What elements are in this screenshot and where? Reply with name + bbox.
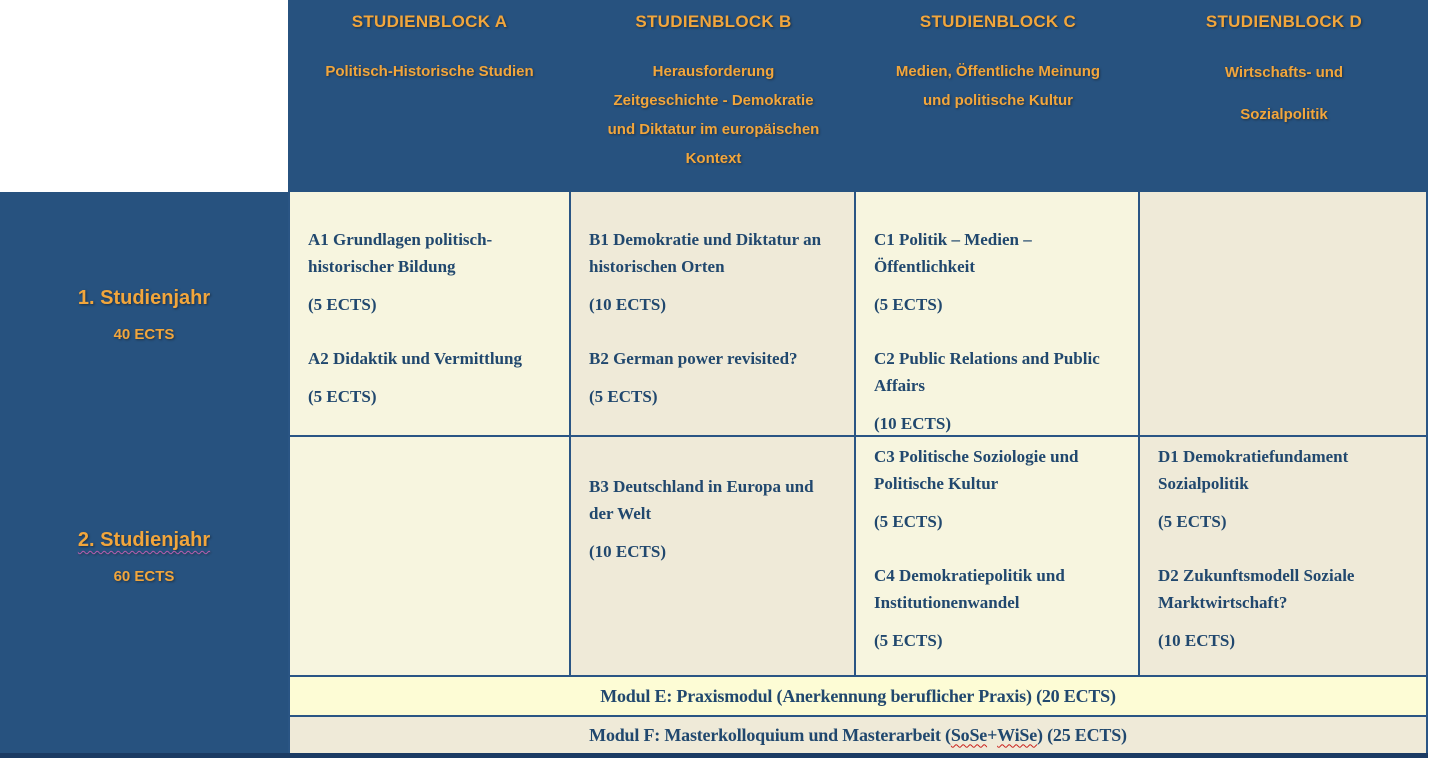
module-title: C2 Public Relations and Public Affairs <box>874 349 1100 395</box>
module-ects: (10 ECTS) <box>589 542 666 561</box>
module-title: C3 Politische Soziologie und Politische Kultur <box>874 447 1079 493</box>
cell-a-year1 <box>288 192 571 437</box>
module-ects: (10 ECTS) <box>589 295 666 314</box>
header-block-a <box>288 0 571 192</box>
module-b1 <box>589 226 840 318</box>
modul-e-row <box>288 677 1428 717</box>
module-title: D2 Zukunftsmodell Soziale Marktwirtschaft? <box>1158 566 1355 612</box>
module-ects: (5 ECTS) <box>874 512 943 531</box>
cell-c-year2 <box>856 437 1140 677</box>
modul-f-text-mid: + <box>987 724 998 745</box>
modul-f-sose: SoSe <box>950 724 988 745</box>
bottom-border-bar <box>0 753 1428 758</box>
cell-d-year1-empty <box>1140 192 1428 437</box>
header-subtitle-line: und politische Kultur <box>923 92 1073 109</box>
studienjahr-1-ects: 40 ECTS <box>113 325 175 343</box>
header-title-b: STUDIENBLOCK B <box>635 12 792 31</box>
header-subtitle-line: und Diktatur im europäischen <box>607 121 820 138</box>
header-title-c: STUDIENBLOCK C <box>919 12 1077 31</box>
module-ects: (5 ECTS) <box>874 631 943 650</box>
module-c3 <box>874 443 1124 535</box>
module-title: B2 German power revisited? <box>589 349 798 368</box>
module-ects: (10 ECTS) <box>1158 631 1235 650</box>
module-ects: (10 ECTS) <box>874 414 951 433</box>
module-title: B3 Deutschland in Europa und der Welt <box>589 477 814 523</box>
header-subtitle-line: Zeitgeschichte - Demokratie <box>613 92 814 109</box>
module-c4 <box>874 562 1124 654</box>
studienjahr-1-label: 1. Studienjahr <box>77 286 211 309</box>
module-b3 <box>589 473 840 565</box>
header-subtitle-line: Herausforderung <box>652 63 775 80</box>
cell-b-year2 <box>571 437 856 677</box>
header-subtitle-b <box>571 57 856 173</box>
module-title: A2 Didaktik und Vermittlung <box>308 349 522 368</box>
cell-a-year2-empty <box>288 437 571 677</box>
modul-f-wise: WiSe <box>997 724 1038 745</box>
studienjahr-1-cell <box>0 192 288 437</box>
header-subtitle-line: Kontext <box>685 150 742 167</box>
header-subtitle-line: Sozialpolitik <box>1240 106 1328 123</box>
header-subtitle-c <box>856 57 1140 115</box>
module-d1 <box>1158 443 1412 535</box>
module-ects: (5 ECTS) <box>874 295 943 314</box>
studienjahr-2-label: 2. Studienjahr <box>77 529 211 551</box>
module-ects: (5 ECTS) <box>308 387 377 406</box>
studienblock-header-row <box>288 0 1428 192</box>
module-c1 <box>874 226 1124 318</box>
header-block-d <box>1140 0 1428 192</box>
header-title-d: STUDIENBLOCK D <box>1205 12 1363 31</box>
modul-e-text: Modul E: Praxismodul (Anerkennung beruflicher Praxis) (20 ECTS) <box>600 685 1116 706</box>
header-subtitle-d <box>1140 52 1428 136</box>
grid-row-year2 <box>288 437 1428 677</box>
modul-f-text-pre: Modul F: Masterkolloquium und Masterarbeit ( <box>589 724 951 745</box>
header-block-c <box>856 0 1140 192</box>
cell-d-year2 <box>1140 437 1428 677</box>
module-ects: (5 ECTS) <box>1158 512 1227 531</box>
module-c2 <box>874 345 1124 437</box>
module-ects: (5 ECTS) <box>589 387 658 406</box>
module-b2 <box>589 345 840 410</box>
header-subtitle-line: Politisch-Historische Studien <box>325 63 534 80</box>
studienjahr-2-ects: 60 ECTS <box>113 568 175 585</box>
module-d2 <box>1158 562 1412 654</box>
module-a2 <box>308 345 555 410</box>
module-grid <box>288 192 1428 753</box>
cell-c-year1 <box>856 192 1140 437</box>
studienjahr-sidebar <box>0 192 288 753</box>
header-subtitle-line: Medien, Öffentliche Meinung <box>895 63 1101 80</box>
header-block-b <box>571 0 856 192</box>
modul-f-row <box>288 717 1428 753</box>
module-title: A1 Grundlagen politisch-historischer Bildung <box>308 230 493 276</box>
studienjahr-2-cell <box>0 437 288 677</box>
grid-row-year1 <box>288 192 1428 437</box>
module-title: B1 Demokratie und Diktatur an historischen Orten <box>589 230 822 276</box>
header-subtitle-line: Wirtschafts- und <box>1224 64 1344 81</box>
module-title: D1 Demokratiefundament Sozialpolitik <box>1158 447 1349 493</box>
header-subtitle-a <box>288 57 571 86</box>
cell-b-year1 <box>571 192 856 437</box>
module-title: C4 Demokratiepolitik und Institutionenwandel <box>874 566 1065 612</box>
module-title: C1 Politik – Medien – Öffentlichkeit <box>874 230 1032 276</box>
module-ects: (5 ECTS) <box>308 295 377 314</box>
modul-f-text-post: ) (25 ECTS) <box>1037 724 1127 745</box>
module-a1 <box>308 226 555 318</box>
header-title-a: STUDIENBLOCK A <box>351 12 508 31</box>
